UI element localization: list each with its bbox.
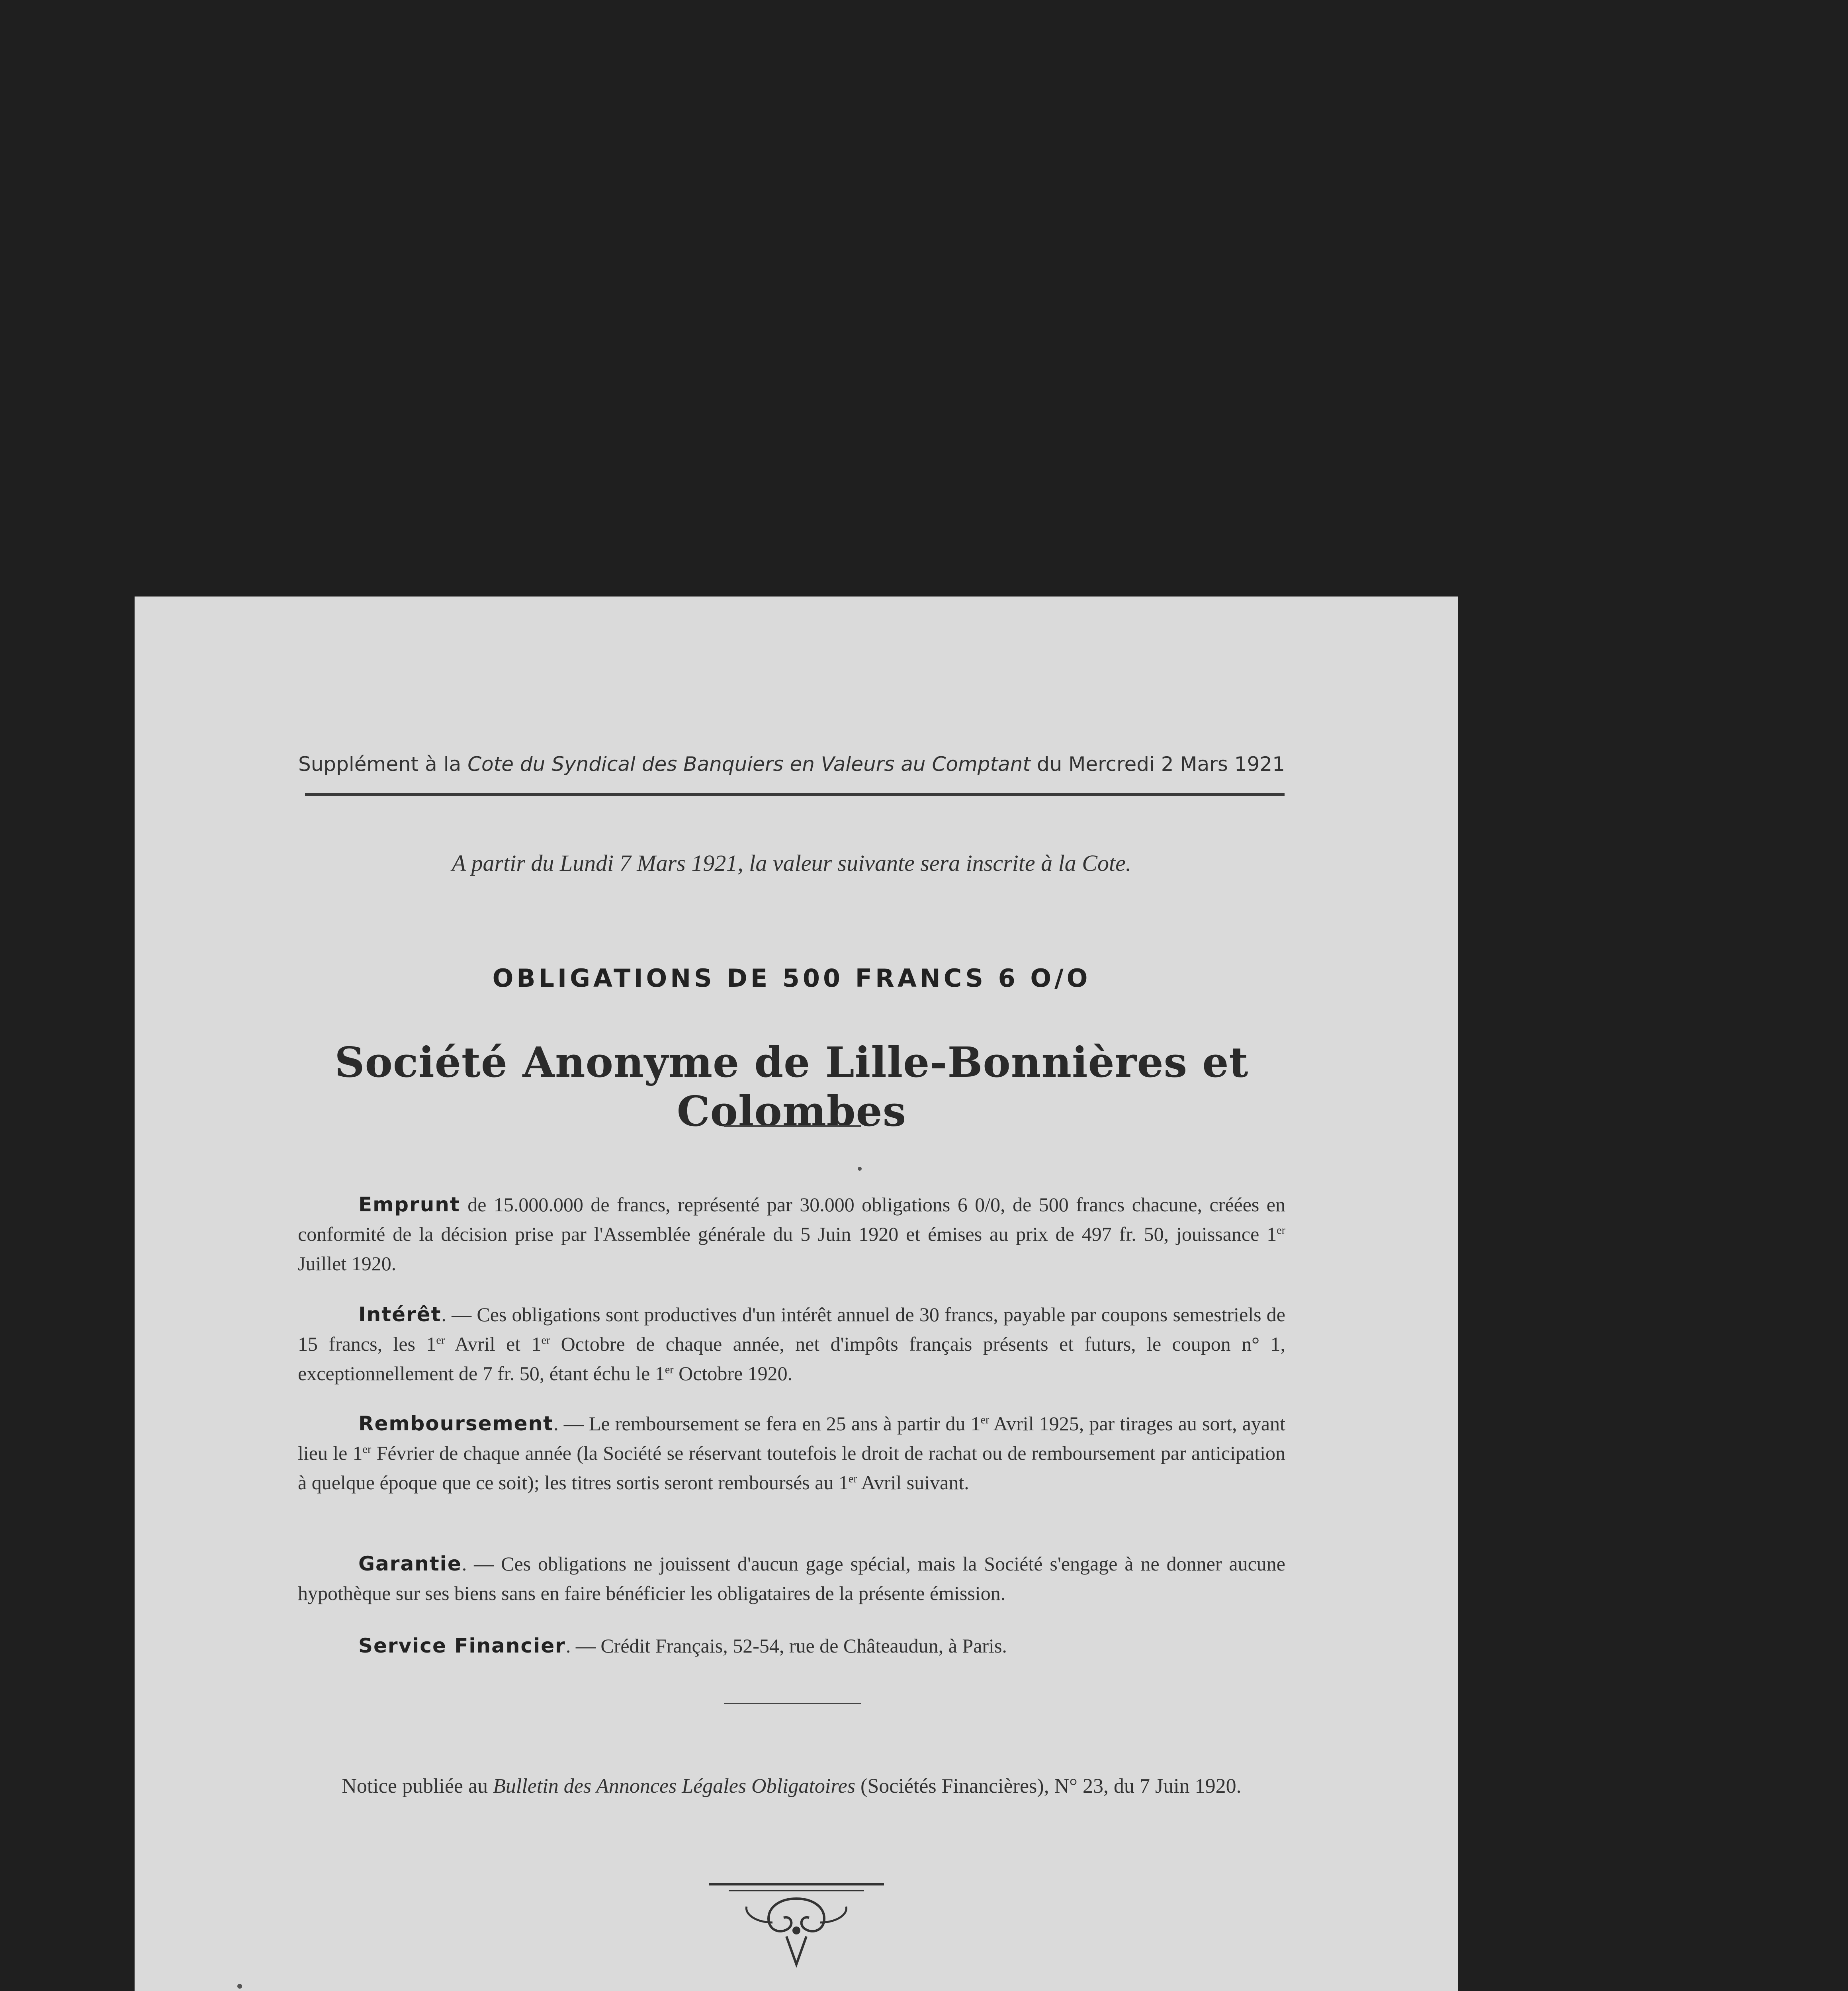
section-interet <box>298 1300 1285 1388</box>
supplement-journal: Cote du Syndical des Banquiers en Valeurs au Comptant <box>467 753 1031 776</box>
remboursement-text-end: Avril suivant. <box>857 1471 969 1494</box>
service-title: Service Financier <box>358 1634 566 1657</box>
interet-text: Octobre de chaque année, net d'impôts français présents et futurs, le coupon n° 1, exceptionnellement de 7 fr. 50, étant échu le 1 <box>298 1333 1286 1385</box>
ornament-icon <box>693 1871 900 1974</box>
notice-pre: Notice publiée au <box>342 1775 493 1797</box>
interet-text-end: Octobre 1920. <box>673 1362 793 1385</box>
speck <box>858 1167 862 1171</box>
superscript: er <box>665 1363 674 1376</box>
speck <box>237 1984 242 1989</box>
company-title: Société Anonyme de Lille-Bonnières et Colombes <box>334 1038 1249 1136</box>
supplement-date: du Mercredi 2 Mars 1921 <box>1030 753 1285 776</box>
garantie-text: . — Ces obligations ne jouissent d'aucun gage spécial, mais la Société s'engage à ne donner aucune hypothèque sur ses biens sans en faire bénéficier les obligataires de la présente émission. <box>298 1553 1285 1604</box>
section-emprunt <box>298 1190 1285 1278</box>
divider-rule-lower <box>724 1703 861 1704</box>
section-service <box>298 1631 1285 1660</box>
top-rule <box>305 793 1285 796</box>
divider-rule <box>724 1125 861 1127</box>
section-garantie <box>298 1549 1285 1608</box>
garantie-title: Garantie <box>358 1552 462 1575</box>
service-text: . — Crédit Français, 52-54, rue de Châteaudun, à Paris. <box>565 1635 1007 1657</box>
section-remboursement <box>298 1409 1285 1497</box>
notice-bulletin: Bulletin des Annonces Légales Obligatoires <box>493 1775 855 1797</box>
superscript: er <box>980 1414 990 1426</box>
remboursement-text: Février de chaque année (la Société se réservant toutefois le droit de rachat ou de remboursement par anticipation à quelque époque que ce soit); les titres sortis seront remboursés au 1 <box>298 1442 1285 1494</box>
supplement-line <box>298 753 1285 776</box>
publication-notice <box>298 1774 1285 1798</box>
superscript: er <box>436 1334 445 1347</box>
emprunt-title: Emprunt <box>358 1193 460 1216</box>
bond-heading: OBLIGATIONS DE 500 FRANCS 6 O/O <box>492 964 1091 993</box>
subtitle: A partir du Lundi 7 Mars 1921, la valeur suivante sera inscrite à la Cote. <box>452 850 1132 876</box>
interet-text: Avril et 1 <box>445 1333 542 1355</box>
emprunt-text-end: Juillet 1920. <box>298 1252 397 1275</box>
superscript: er <box>1277 1224 1285 1237</box>
supplement-pre: Supplément à la <box>298 753 468 776</box>
interet-title: Intérêt <box>358 1303 442 1326</box>
remboursement-text: . — Le remboursement se fera en 25 ans à partir du 1 <box>553 1412 981 1435</box>
remboursement-text: Avril 1925, par tirages au sort, ayant lieu le 1 <box>298 1412 1285 1464</box>
emprunt-text: de 15.000.000 de francs, représenté par 30.000 obligations 6 0/0, de 500 francs chacune, créées en conformité de la décision prise par l'Assemblée générale du 5 Juin 1920 et émises au prix de 497 fr. 50, jouissance 1 <box>298 1193 1285 1245</box>
remboursement-title: Remboursement <box>358 1412 554 1435</box>
interet-text: . — Ces obligations sont productives d'un intérêt annuel de 30 francs, payable par coupons semestriels de 15 francs, les 1 <box>298 1303 1285 1355</box>
superscript: er <box>848 1473 857 1485</box>
superscript: er <box>362 1443 372 1456</box>
superscript: er <box>541 1334 550 1347</box>
document-page <box>135 597 1458 1991</box>
notice-post: (Sociétés Financières), N° 23, du 7 Juin 1920. <box>855 1775 1242 1797</box>
